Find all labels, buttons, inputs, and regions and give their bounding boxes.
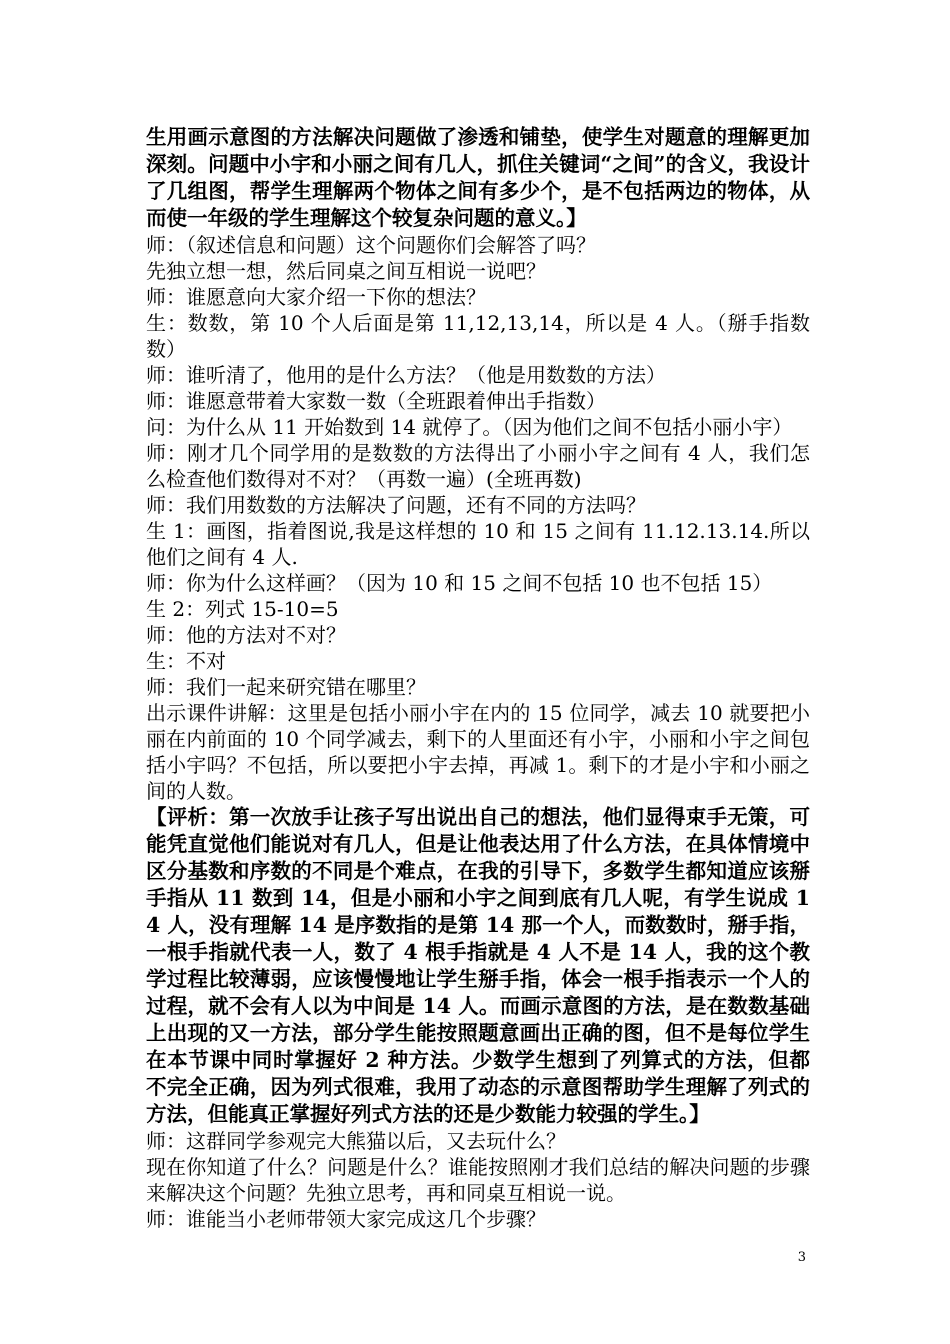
- commentary-paragraph: 生用画示意图的方法解决问题做了渗透和铺垫，使学生对题意的理解更加深刻。问题中小宇和小丽之间有几人，抓住关键词“之间”的含义，我设计了几组图，帮学生理解两个物体之间有多少个，是不包括两边的物体，从而使一年级的学生理解这个较复杂问题的意义。】: [146, 125, 810, 230]
- dialogue-paragraph: 师：你为什么这样画？（因为 10 和 15 之间不包括 10 也不包括 15）: [146, 571, 773, 595]
- dialogue-paragraph: 问：为什么从 11 开始数到 14 就停了。（因为他们之间不包括小丽小宇）: [146, 415, 793, 439]
- dialogue-paragraph: 师：谁愿意向大家介绍一下你的想法？: [146, 285, 486, 309]
- dialogue-paragraph: 师：他的方法对不对？: [146, 623, 346, 647]
- dialogue-paragraph: 出示课件讲解：这里是包括小丽小宇在内的 15 位同学，减去 10 就要把小丽在内前面的 10 个同学减去，剩下的人里面还有小宇，小丽和小宇之间包括小宇吗？不包括，所以要把小宇去掉，再减 1。剩下的才是小宇和小丽之间的人数。: [146, 701, 810, 803]
- dialogue-paragraph: 生 2：列式 15-10=5: [146, 597, 339, 621]
- commentary-paragraph: 【评析：第一次放手让孩子写出说出自己的想法，他们显得束手无策，可能凭直觉他们能说对有几人，但是让他表达用了什么方法，在具体情境中区分基数和序数的不同是个难点，在我的引导下，多数学生都知道应该掰手指从 11 数到 14，但是小丽和小宇之间到底有几人呢，有学生说成 14 人，没有理解 14 是序数指的是第 14 那一个人，而数数时，掰手指，一根手指就代表一人，数了 4 根手指就是 4 人不是 14 人，我的这个教学过程比较薄弱，应该慢慢地让学生掰手指，体会一根手指表示一个人的过程，就不会有人以为中间是 14 人。而画示意图的方法，是在数数基础上出现的又一方法，部分学生能按照题意画出正确的图，但不是每位学生在本节课中同时掌握好 2 种方法。少数学生想到了列算式的方法，但都不完全正确，因为列式很难，我用了动态的示意图帮助学生理解了列式的方法，但能真正掌握好列式方法的还是少数能力较强的学生。】: [146, 805, 810, 1126]
- dialogue-paragraph: 师：谁能当小老师带领大家完成这几个步骤？: [146, 1207, 546, 1231]
- dialogue-paragraph: 师：我们用数数的方法解决了问题，还有不同的方法吗？: [146, 493, 646, 517]
- dialogue-paragraph: 生 1：画图，指着图说,我是这样想的 10 和 15 之间有 11.12.13.14.所以他们之间有 4 人.: [146, 519, 810, 569]
- page-number: 3: [797, 1250, 806, 1265]
- dialogue-paragraph: 先独立想一想，然后同桌之间互相说一说吧？: [146, 259, 546, 283]
- dialogue-paragraph: 师：这群同学参观完大熊猫以后，又去玩什么？: [146, 1129, 566, 1153]
- document-body: [146, 124, 810, 1232]
- dialogue-paragraph: 师：我们一起来研究错在哪里？: [146, 675, 426, 699]
- dialogue-paragraph: 师：谁愿意带着大家数一数（全班跟着伸出手指数）: [146, 389, 606, 413]
- dialogue-paragraph: 现在你知道了什么？问题是什么？谁能按照刚才我们总结的解决问题的步骤来解决这个问题？先独立思考，再和同桌互相说一说。: [146, 1155, 810, 1205]
- dialogue-paragraph: 生：不对: [146, 649, 226, 673]
- dialogue-paragraph: 师：（叙述信息和问题）这个问题你们会解答了吗？: [146, 233, 596, 257]
- dialogue-paragraph: 师：刚才几个同学用的是数数的方法得出了小丽小宇之间有 4 人，我们怎么检查他们数得对不对？（再数一遍）(全班再数): [146, 441, 810, 491]
- dialogue-paragraph: 生：数数，第 10 个人后面是第 11,12,13,14，所以是 4 人。（掰手指数数）: [146, 311, 810, 361]
- dialogue-paragraph: 师：谁听清了，他用的是什么方法？（他是用数数的方法）: [146, 363, 666, 387]
